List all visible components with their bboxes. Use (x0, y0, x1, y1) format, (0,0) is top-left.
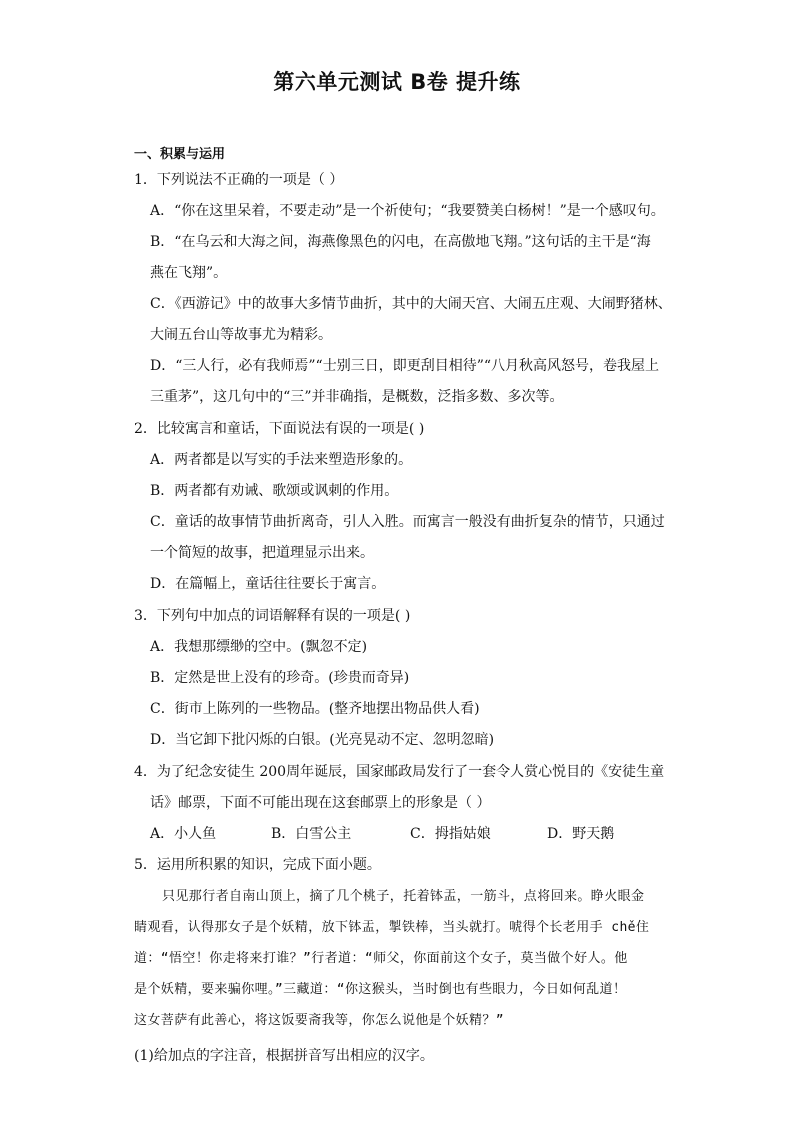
question-1-option-a: A．“你在这里呆着，不要走动”是一个祈使句；“我要赞美白杨树！”是一个感叹句。 (150, 203, 665, 219)
question-2-stem: 2．比较寓言和童话，下面说法有误的一项是( ) (134, 421, 425, 437)
question-4-option-a: A．小人鱼 (150, 826, 217, 842)
question-3-stem: 3．下列句中加点的词语解释有误的一项是( ) (134, 608, 411, 624)
question-3-option-b: B．定然是世上没有的珍奇。(珍贵而奇异) (150, 670, 410, 686)
question-4-option-d: D．野天鹅 (547, 826, 615, 842)
question-3-option-d: D．当它卸下批闪烁的白银。(光亮晃动不定、忽明忽暗) (150, 732, 495, 748)
question-2-option-d: D．在篇幅上，童话往往要长于寓言。 (150, 576, 386, 592)
question-4-option-c: C．拇指姑娘 (410, 826, 491, 842)
question-5-stem: 5．运用所积累的知识，完成下面小题。 (134, 857, 381, 873)
page-title: 第六单元测试 B卷 提升练 (273, 70, 521, 94)
question-1-option-d: D．“三人行，必有我师焉”“士别三日，即更刮目相待”“八月秋高风怒号，卷我屋上 (150, 358, 660, 374)
section-heading: 一、积累与运用 (134, 147, 226, 162)
passage-line-1: 只见那行者自南山顶上，摘了几个桃子，托着钵盂，一筋斗，点将回来。睁火眼金 (162, 889, 645, 904)
question-1-option-c-cont: 大闹五台山等故事尤为精彩。 (150, 327, 332, 343)
question-1-option-c: C．《西游记》中的故事大多情节曲折，其中的大闹天宫、大闹五庄观、大闹野猪林、 (150, 296, 672, 312)
question-4-stem-cont: 话》邮票，下面不可能出现在这套邮票上的形象是（ ） (150, 795, 491, 811)
question-1-option-d-cont: 三重茅”，这几句中的“三”并非确指，是概数，泛指多数、多次等。 (150, 389, 564, 405)
question-3-option-c: C．街市上陈列的一些物品。(整齐地摆出物品供人看) (150, 701, 480, 717)
passage-line-4: 是个妖精，要来骗你哩。”三藏道：“你这猴头，当时倒也有些眼力，今日如何乱道！ (134, 982, 627, 997)
question-5-subquestion-1: (1)给加点的字注音，根据拼音写出相应的汉字。 (134, 1048, 434, 1064)
question-3-option-a: A．我想那缥缈的空中。(飘忽不定) (150, 639, 368, 655)
question-4-stem: 4．为了纪念安徒生 200周年诞辰，国家邮政局发行了一套令人赏心悦目的《安徒生童 (134, 764, 665, 780)
passage-line-3: 道：“悟空！你走将来打谁？”行者道：“师父，你面前这个女子，莫当做个好人。他 (134, 951, 628, 966)
question-2-option-a: A．两者都是以写实的手法来塑造形象的。 (150, 452, 413, 468)
question-2-option-c: C．童话的故事情节曲折离奇，引人入胜。而寓言一般没有曲折复杂的情节，只通过 (150, 514, 665, 530)
question-4-option-b: B．白雪公主 (271, 826, 352, 842)
question-1-stem: 1．下列说法不正确的一项是（ ） (134, 172, 344, 188)
question-1-option-b: B．“在乌云和大海之间，海燕像黑色的闪电，在高傲地飞翔。”这句话的主干是“海 (150, 234, 651, 250)
passage-line-5: 这女菩萨有此善心，将这饭要斋我等，你怎么说他是个妖精？” (134, 1013, 505, 1028)
question-2-option-b: B．两者都有劝诫、歌颂或讽刺的作用。 (150, 483, 399, 499)
passage-line-2: 睛观看，认得那女子是个妖精，放下钵盂，掣铁棒，当头就打。唬得个长老用手 chě住 (134, 920, 650, 935)
question-2-option-c-cont: 一个简短的故事，把道理显示出来。 (150, 545, 374, 561)
question-1-option-b-cont: 燕在飞翔”。 (150, 265, 228, 281)
